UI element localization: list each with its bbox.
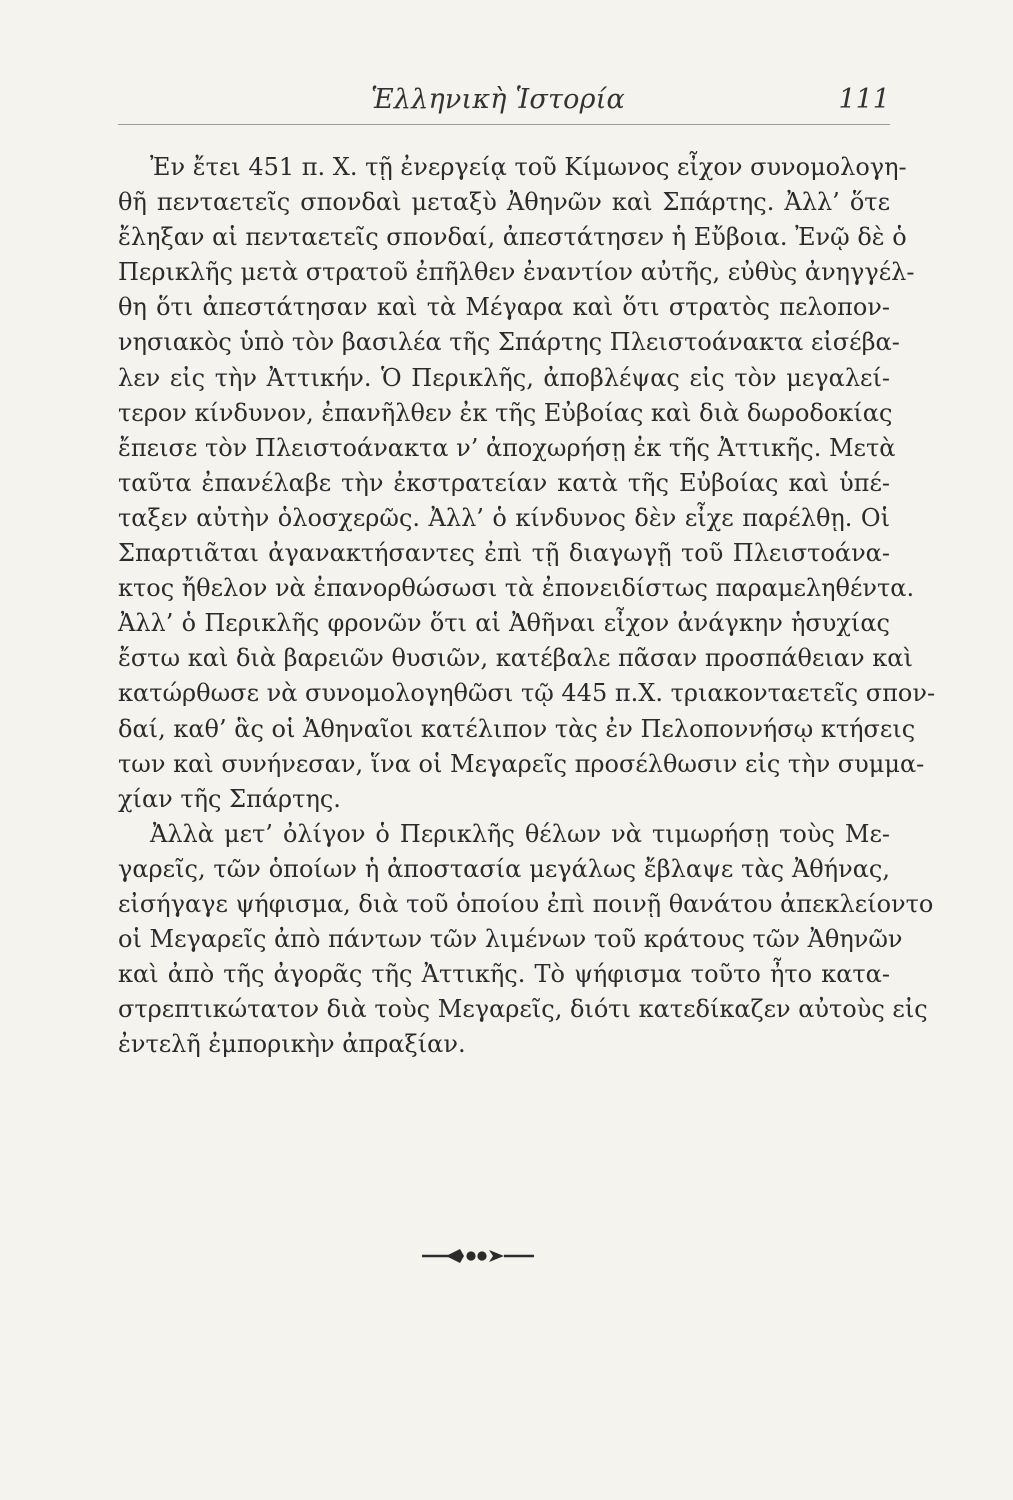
text-line: εἰσήγαγε ψήφισμα, διὰ τοῦ ὁποίου ἐπὶ ποινῇ θανάτου ἀπεκλείοντο bbox=[118, 889, 934, 918]
page-number: 111 bbox=[838, 84, 890, 115]
text-line: ἔπεισε τὸν Πλειστοάνακτα ν’ ἀποχωρήσῃ ἐκ τῆς Ἀττικῆς. Μετὰ bbox=[118, 433, 896, 462]
text-line: ταῦτα ἐπανέλαβε τὴν ἐκστρατείαν κατὰ τῆς Εὐβοίας καὶ ὑπέ- bbox=[118, 468, 890, 497]
text-line: ἔστω καὶ διὰ βαρειῶν θυσιῶν, κατέβαλε πᾶσαν προσπάθειαν καὶ bbox=[118, 644, 913, 673]
text-line: νησιακὸς ὑπὸ τὸν βασιλέα τῆς Σπάρτης Πλειστοάνακτα εἰσέβα- bbox=[118, 328, 900, 357]
text-line: Ἀλλ’ ὁ Περικλῆς φρονῶν ὅτι αἱ Ἀθῆναι εἶχον ἀνάγκην ἡσυχίας bbox=[118, 609, 890, 638]
text-line: θη ὅτι ἀπεστάτησαν καὶ τὰ Μέγαρα καὶ ὅτι στρατὸς πελοπον- bbox=[118, 293, 890, 322]
fleuron-icon bbox=[418, 1244, 538, 1268]
text-line: θῆ πενταετεῖς σπονδαὶ μεταξὺ Ἀθηνῶν καὶ Σπάρτης. Ἀλλ’ ὅτε bbox=[118, 188, 890, 217]
paragraph-1 bbox=[118, 150, 936, 817]
text-line: οἱ Μεγαρεῖς ἀπὸ πάντων τῶν λιμένων τοῦ κράτους τῶν Ἀθηνῶν bbox=[118, 925, 903, 954]
text-line: τερον κίνδυνον, ἐπανῆλθεν ἐκ τῆς Εὐβοίας καὶ διὰ δωροδοκίας bbox=[118, 398, 893, 427]
text-line: καὶ ἀπὸ τῆς ἀγορᾶς τῆς Ἀττικῆς. Τὸ ψήφισμα τοῦτο ἦτο κατα- bbox=[118, 960, 890, 989]
text-line: ἐντελῆ ἐμπορικὴν ἀπραξίαν. bbox=[118, 1030, 466, 1059]
text-line: Ἐν ἔτει 451 π. Χ. τῇ ἐνεργείᾳ τοῦ Κίμωνος εἶχον συνομολογη- bbox=[150, 153, 907, 181]
paragraph-2 bbox=[118, 817, 934, 1063]
running-title: Ἑλληνικὴ Ἱστορία bbox=[371, 84, 625, 115]
text-line: δαί, καθ’ ἃς οἱ Ἀθηναῖοι κατέλιπον τὰς ἐν Πελοποννήσῳ κτήσεις bbox=[118, 714, 916, 743]
text-line: ἔληξαν αἱ πενταετεῖς σπονδαί, ἀπεστάτησεν ἡ Εὔβοια. Ἐνῷ δὲ ὁ bbox=[118, 223, 907, 252]
page-header bbox=[118, 84, 890, 125]
text-line: κτος ἤθελον νὰ ἐπανορθώσωσι τὰ ἐπονειδίστως παραμεληθέντα. bbox=[118, 574, 915, 603]
section-end-ornament bbox=[418, 1244, 538, 1268]
text-line: χίαν τῆς Σπάρτης. bbox=[118, 784, 341, 813]
text-line: Ἀλλὰ μετ’ ὀλίγον ὁ Περικλῆς θέλων νὰ τιμωρήσῃ τοὺς Με- bbox=[150, 819, 890, 848]
text-line: κατώρθωσε νὰ συνομολογηθῶσι τῷ 445 π.Χ. τριακονταετεῖς σπον- bbox=[118, 679, 936, 708]
text-line: ταξεν αὐτὴν ὁλοσχερῶς. Ἀλλ’ ὁ κίνδυνος δὲν εἶχε παρέλθῃ. Οἱ bbox=[118, 503, 890, 532]
text-line: Περικλῆς μετὰ στρατοῦ ἐπῆλθεν ἐναντίον αὐτῆς, εὐθὺς ἀνηγγέλ- bbox=[118, 258, 915, 287]
body-text bbox=[118, 150, 936, 1062]
text-line: στρεπτικώτατον διὰ τοὺς Μεγαρεῖς, διότι κατεδίκαζεν αὐτοὺς εἰς bbox=[118, 995, 928, 1024]
text-line: γαρεῖς, τῶν ὁποίων ἡ ἀποστασία μεγάλως ἔβλαψε τὰς Ἀθήνας, bbox=[118, 854, 890, 883]
text-line: των καὶ συνήνεσαν, ἵνα οἱ Μεγαρεῖς προσέλθωσιν εἰς τὴν συμμα- bbox=[118, 749, 925, 778]
text-line: λεν εἰς τὴν Ἀττικήν. Ὁ Περικλῆς, ἀποβλέψας εἰς τὸν μεγαλεί- bbox=[118, 363, 890, 392]
text-line: Σπαρτιᾶται ἀγανακτήσαντες ἐπὶ τῇ διαγωγῇ τοῦ Πλειστοάνα- bbox=[118, 539, 890, 568]
